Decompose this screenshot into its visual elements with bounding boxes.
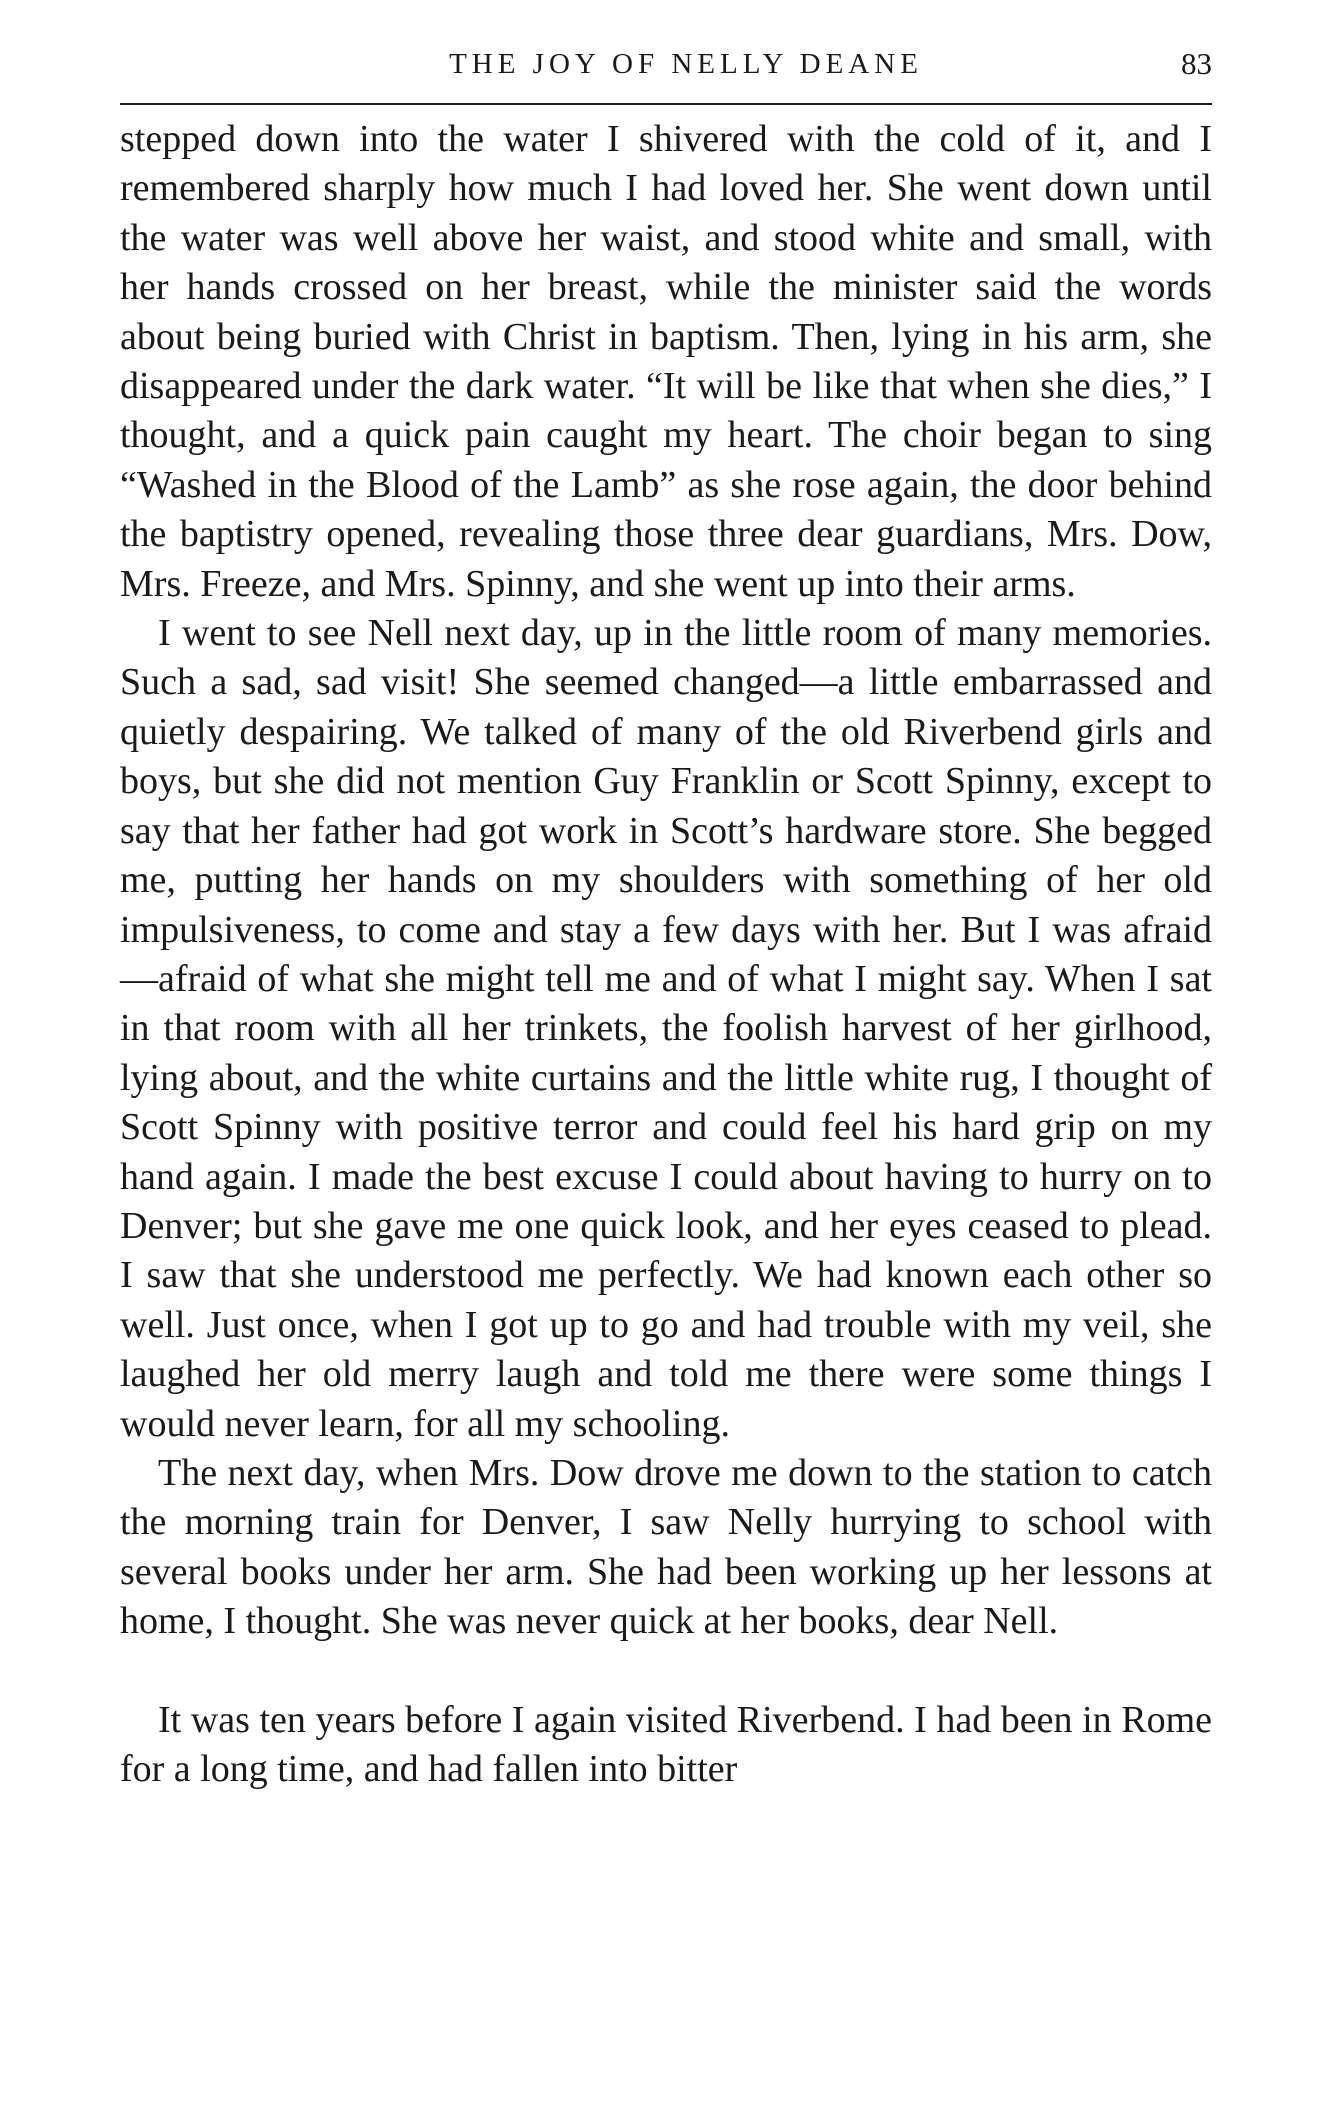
running-head <box>120 44 1212 84</box>
paragraph: I went to see Nell next day, up in the little room of many memories. Such a sad, sad visit! She seemed changed—a little embarrassed and quietly despairing. We talked of many of the old Riverbend girls and boys, but she did not mention Guy Franklin or Scott Spinny, except to say that her father had got work in Scott’s hardware store. She begged me, putting her hands on my shoulders with something of her old impulsiveness, to come and stay a few days with her. But I was afraid—afraid of what she might tell me and of what I might say. When I sat in that room with all her trinkets, the foolish harvest of her girlhood, lying about, and the white curtains and the little white rug, I thought of Scott Spinny with positive terror and could feel his hard grip on my hand again. I made the best excuse I could about having to hurry on to Denver; but she gave me one quick look, and her eyes ceased to plead. I saw that she understood me perfectly. We had known each other so well. Just once, when I got up to go and had trouble with my veil, she laughed her old merry laugh and told me there were some things I would never learn, for all my schooling. <box>120 612 1212 1445</box>
paragraph-continued: stepped down into the water I shivered with the cold of it, and I remembered sharply how much I had loved her. She went down until the water was well above her waist, and stood white and small, with her hands crossed on her breast, while the minister said the words about being buried with Christ in baptism. Then, lying in his arm, she disappeared under the dark water. “It will be like that when she dies,” I thought, and a quick pain caught my heart. The choir began to sing “Washed in the Blood of the Lamb” as she rose again, the door behind the baptistry opened, revealing those three dear guardians, Mrs. Dow, Mrs. Freeze, and Mrs. Spinny, and she went up into their arms. <box>120 118 1212 605</box>
body-text <box>120 115 1212 1794</box>
book-page <box>120 0 1212 2115</box>
paragraph: It was ten years before I again visited Riverbend. I had been in Rome for a long time, and had fallen into bitter <box>120 1698 1212 1790</box>
header-rule <box>120 103 1212 105</box>
page-number: 83 <box>1181 46 1212 81</box>
running-title: THE JOY OF NELLY DEANE <box>449 48 923 80</box>
paragraph: The next day, when Mrs. Dow drove me down to the station to catch the morning train for Denver, I saw Nelly hurrying to school with several books under her arm. She had been working up her lessons at home, I thought. She was never quick at her books, dear Nell. <box>120 1451 1212 1643</box>
section-break <box>120 1647 1212 1696</box>
